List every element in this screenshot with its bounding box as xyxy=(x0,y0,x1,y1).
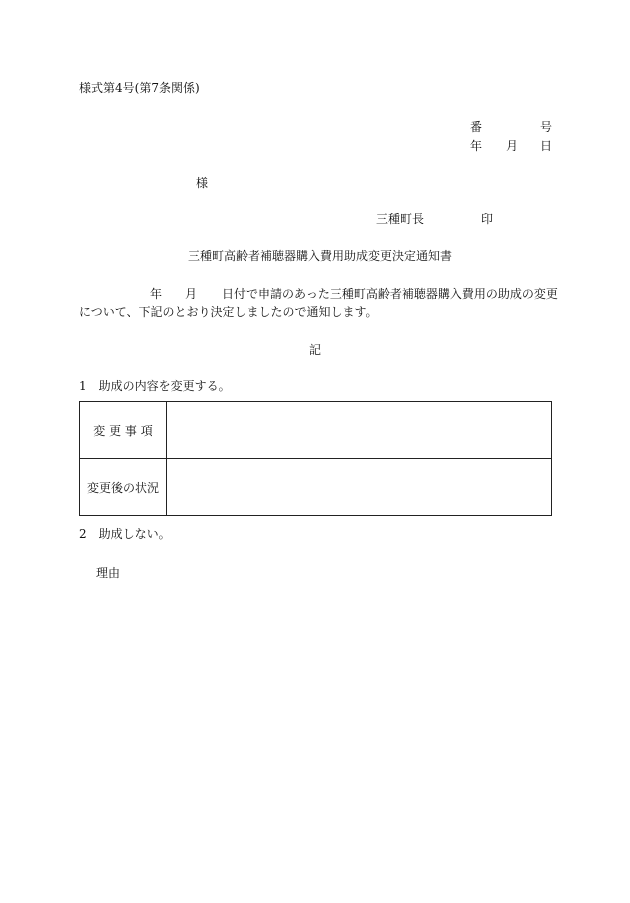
body-line-2: について、下記のとおり決定しましたので通知します。 xyxy=(79,305,378,319)
reason-label: 理由 xyxy=(96,566,121,580)
change-items-cell xyxy=(167,402,552,459)
seal-mark: 印 xyxy=(481,212,494,226)
table-row xyxy=(80,402,552,459)
item-2: 2 助成しない。 xyxy=(79,527,171,541)
body-line-1: 日付で申請のあった三種町高齢者補聴器購入費用の助成の変更 xyxy=(222,287,558,301)
number-label-right: 号 xyxy=(540,120,553,134)
date-day-label: 日 xyxy=(540,139,553,153)
change-items-label: 変 更 事 項 xyxy=(80,402,167,459)
ki-heading: 記 xyxy=(309,343,322,357)
number-label-left: 番 xyxy=(470,120,483,134)
body-year-label: 年 xyxy=(150,287,163,301)
item-1: 1 助成の内容を変更する。 xyxy=(79,379,231,393)
addressee-suffix: 様 xyxy=(196,176,209,190)
post-change-status-cell xyxy=(167,459,552,516)
table-row xyxy=(80,459,552,516)
issuer-title: 三種町長 xyxy=(376,212,425,226)
post-change-status-label: 変更後の状況 xyxy=(80,459,167,516)
document-title: 三種町高齢者補聴器購入費用助成変更決定通知書 xyxy=(188,249,453,263)
date-month-label: 月 xyxy=(506,139,519,153)
body-month-label: 月 xyxy=(185,287,198,301)
date-year-label: 年 xyxy=(470,139,483,153)
change-details-table xyxy=(79,401,552,516)
form-number: 様式第4号(第7条関係) xyxy=(79,81,200,95)
